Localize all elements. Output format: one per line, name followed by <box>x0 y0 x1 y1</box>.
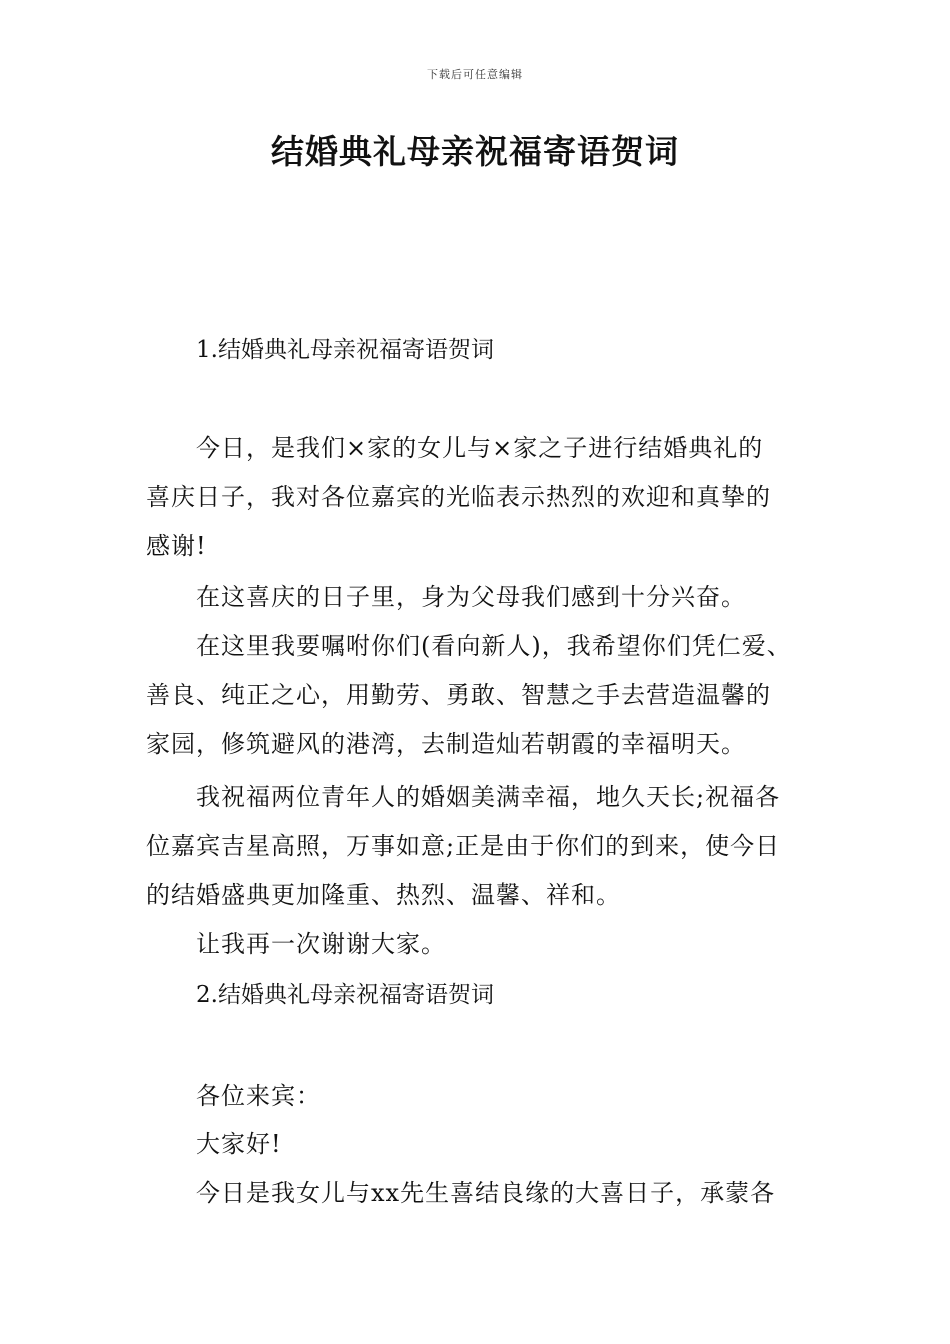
paragraph <box>146 622 836 769</box>
paragraph-line: 善良、纯正之心，用勤劳、勇敢、智慧之手去营造温馨的 <box>146 681 771 709</box>
paragraph-line: 今日，是我们×家的女儿与×家之子进行结婚典礼的 <box>196 434 764 462</box>
paragraph-line: 我祝福两位青年人的婚姻美满幸福，地久天长;祝福各 <box>196 783 781 811</box>
paragraph <box>146 573 836 622</box>
paragraph-line: 各位来宾： <box>196 1082 321 1110</box>
section-heading-2: 2.结婚典礼母亲祝福寄语贺词 <box>196 982 494 1008</box>
paragraph-line: 家园，修筑避风的港湾，去制造灿若朝霞的幸福明天。 <box>146 730 746 758</box>
header-note: 下载后可任意编辑 <box>427 68 523 81</box>
paragraph <box>146 920 836 969</box>
paragraph-line: 位嘉宾吉星高照，万事如意;正是由于你们的到来，使今日 <box>146 832 781 860</box>
paragraph <box>146 424 836 571</box>
paragraph <box>146 1072 836 1121</box>
paragraph-line: 喜庆日子，我对各位嘉宾的光临表示热烈的欢迎和真挚的 <box>146 483 771 511</box>
paragraph-line: 感谢! <box>146 532 207 560</box>
document-title: 结婚典礼母亲祝福寄语贺词 <box>271 132 679 171</box>
paragraph-line: 在这喜庆的日子里，身为父母我们感到十分兴奋。 <box>196 583 746 611</box>
paragraph-line: 在这里我要嘱咐你们(看向新人)，我希望你们凭仁爱、 <box>196 632 792 660</box>
paragraph-line: 大家好! <box>196 1130 282 1158</box>
paragraph <box>146 773 836 920</box>
paragraph <box>146 1169 836 1218</box>
paragraph <box>146 1120 836 1169</box>
paragraph-line: 让我再一次谢谢大家。 <box>196 930 446 958</box>
paragraph-line: 的结婚盛典更加隆重、热烈、温馨、祥和。 <box>146 881 621 909</box>
section-heading-1: 1.结婚典礼母亲祝福寄语贺词 <box>196 337 494 363</box>
paragraph-line: 今日是我女儿与xx先生喜结良缘的大喜日子，承蒙各 <box>196 1179 776 1207</box>
